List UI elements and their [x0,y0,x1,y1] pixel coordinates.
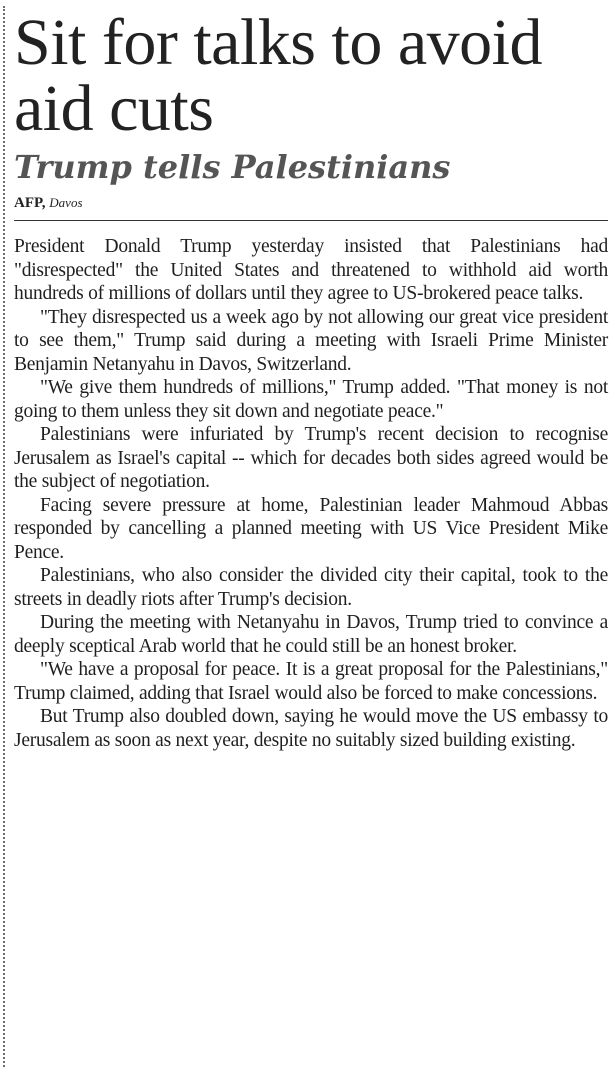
paragraph: Facing severe pressure at home, Palestinian leader Mahmoud Abbas responded by cancelling a planned meeting with US Vice President Mike Pence. [14,494,608,563]
paragraph: "We give them hundreds of millions," Trump added. "That money is not going to them unless they sit down and negotiate peace." [14,377,608,422]
column-dotted-rule [3,6,5,1067]
paragraph: "We have a proposal for peace. It is a great proposal for the Palestinians," Trump claimed, adding that Israel would also be forced to make concessions. [14,659,608,704]
subheadline: Trump tells Palestinians [14,148,451,186]
byline-agency: AFP, [14,195,46,211]
news-clipping [14,0,608,1073]
paragraph: During the meeting with Netanyahu in Davos, Trump tried to convince a deeply sceptical Arab world that he could still be an honest broker. [14,612,608,657]
byline-divider [14,220,608,221]
headline: Sit for talks to avoid aid cuts [14,6,542,145]
paragraph: But Trump also doubled down, saying he would move the US embassy to Jerusalem as soon as next year, despite no suitably sized building existing. [14,706,608,751]
byline-location: Davos [49,195,83,210]
byline [14,194,608,212]
paragraph: President Donald Trump yesterday insisted that Palestinians had "disrespected" the United States and threatened to withhold aid worth hundreds of millions of dollars until they agree to US-brokered peace talks. [14,236,608,304]
paragraph: Palestinians, who also consider the divided city their capital, took to the streets in deadly riots after Trump's decision. [14,565,608,610]
paragraph: Palestinians were infuriated by Trump's recent decision to recognise Jerusalem as Israel's capital -- which for decades both sides agreed would be the subject of negotiation. [14,424,608,492]
paragraph: "They disrespected us a week ago by not allowing our great vice president to see them," Trump said during a meeting with Israeli Prime Minister Benjamin Netanyahu in Davos, Switzerland. [14,306,608,375]
article-body [14,235,608,752]
